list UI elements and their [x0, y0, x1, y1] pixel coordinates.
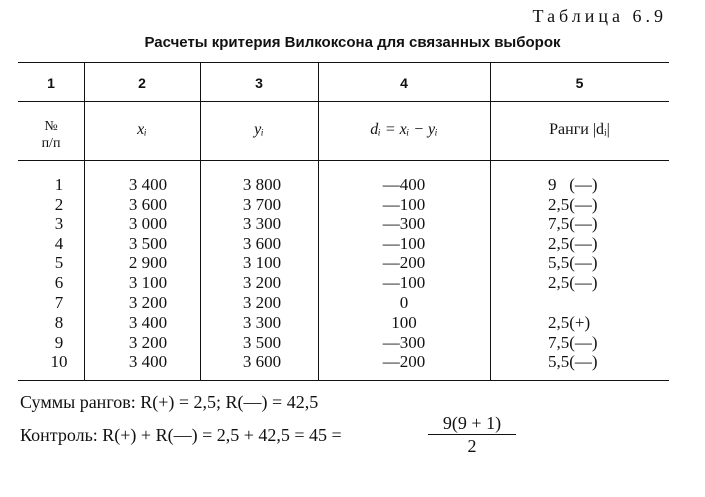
rank-value: 2,5(—): [548, 234, 598, 253]
rank-value: 2,5(—): [548, 195, 598, 214]
table-number: Таблица 6.9: [532, 6, 667, 26]
rank-value: 5,5(—): [548, 253, 598, 272]
table-row: [0, 293, 705, 312]
rank-value: 9 (—): [548, 175, 598, 194]
rank-value: 7,5(—): [548, 333, 598, 352]
y-value: 3 700: [242, 195, 282, 214]
table-caption: Расчеты критерия Вилкоксона для связанных выборок: [144, 34, 561, 51]
d-value: —200: [382, 253, 426, 272]
rank-value: 5,5(—): [548, 352, 598, 371]
control-line: Контроль: R(+) + R(—) = 2,5 + 42,5 = 45 =: [20, 425, 342, 445]
column-number: 4: [400, 75, 408, 91]
fraction-numerator: 9(9 + 1): [428, 412, 516, 435]
x-value: 3 400: [128, 313, 168, 332]
header-y: [200, 121, 318, 139]
x-value: 3 200: [128, 333, 168, 352]
column-number: 3: [255, 75, 263, 91]
d-value: —100: [382, 234, 426, 253]
y-value: 3 200: [242, 293, 282, 312]
x-value: 3 000: [128, 214, 168, 233]
y-value: 3 600: [242, 234, 282, 253]
d-value: —400: [382, 175, 426, 194]
header-x: [84, 121, 200, 139]
rank-value: 2,5(—): [548, 273, 598, 292]
table-row: [0, 313, 705, 332]
row-number: 1: [54, 175, 64, 194]
sums-line: Суммы рангов: R(+) = 2,5; R(—) = 42,5: [20, 392, 319, 412]
header-x-label: xᵢ: [137, 121, 147, 138]
row-number: 3: [54, 214, 64, 233]
x-value: 3 400: [128, 352, 168, 371]
y-value: 3 500: [242, 333, 282, 352]
row-number: 4: [54, 234, 64, 253]
header-d: [318, 121, 490, 139]
column-number: 2: [138, 75, 146, 91]
table-row: [0, 195, 705, 214]
row-number: 9: [54, 333, 64, 352]
y-value: 3 300: [242, 313, 282, 332]
header-rank: Ранги |dᵢ|: [549, 121, 610, 138]
x-value: 3 100: [128, 273, 168, 292]
table-top-rule: [18, 62, 669, 63]
d-value: —300: [382, 214, 426, 233]
x-value: 2 900: [128, 253, 168, 272]
table-bottom-rule: [18, 380, 669, 381]
row-number: 8: [54, 313, 64, 332]
y-value: 3 200: [242, 273, 282, 292]
fraction-denominator: 2: [467, 436, 477, 456]
rank-value: 7,5(—): [548, 214, 598, 233]
x-value: 3 500: [128, 234, 168, 253]
row-number: 6: [54, 273, 64, 292]
x-value: 3 200: [128, 293, 168, 312]
x-value: 3 600: [128, 195, 168, 214]
header-number-line2: п/п: [41, 136, 61, 151]
y-value: 3 100: [242, 253, 282, 272]
y-value: 3 800: [242, 175, 282, 194]
row-number: 5: [54, 253, 64, 272]
header-number-line1: №: [44, 119, 58, 134]
y-value: 3 300: [242, 214, 282, 233]
y-value: 3 600: [242, 352, 282, 371]
d-value: —100: [382, 273, 426, 292]
row-number: 7: [54, 293, 64, 312]
d-value: 100: [391, 313, 417, 332]
d-value: —100: [382, 195, 426, 214]
header-number: [18, 118, 84, 152]
column-number: 1: [47, 75, 55, 91]
header-rule: [18, 160, 669, 161]
x-value: 3 400: [128, 175, 168, 194]
table-row: [0, 333, 705, 352]
d-value: —300: [382, 333, 426, 352]
header-y-label: yᵢ: [254, 121, 264, 138]
column-number-rule: [18, 101, 669, 102]
row-number: 10: [50, 352, 68, 371]
table-row: [0, 175, 705, 194]
table-row: [0, 253, 705, 272]
column-number: 5: [575, 75, 584, 91]
d-value: 0: [399, 293, 409, 312]
table-row: [0, 352, 705, 371]
d-value: —200: [382, 352, 426, 371]
table-row: [0, 214, 705, 233]
table-row: [0, 273, 705, 292]
rank-value: 2,5(+): [548, 313, 591, 332]
table-row: [0, 234, 705, 253]
control-fraction: [428, 412, 516, 457]
header-d-label: dᵢ = xᵢ − yᵢ: [370, 121, 438, 138]
row-number: 2: [54, 195, 64, 214]
